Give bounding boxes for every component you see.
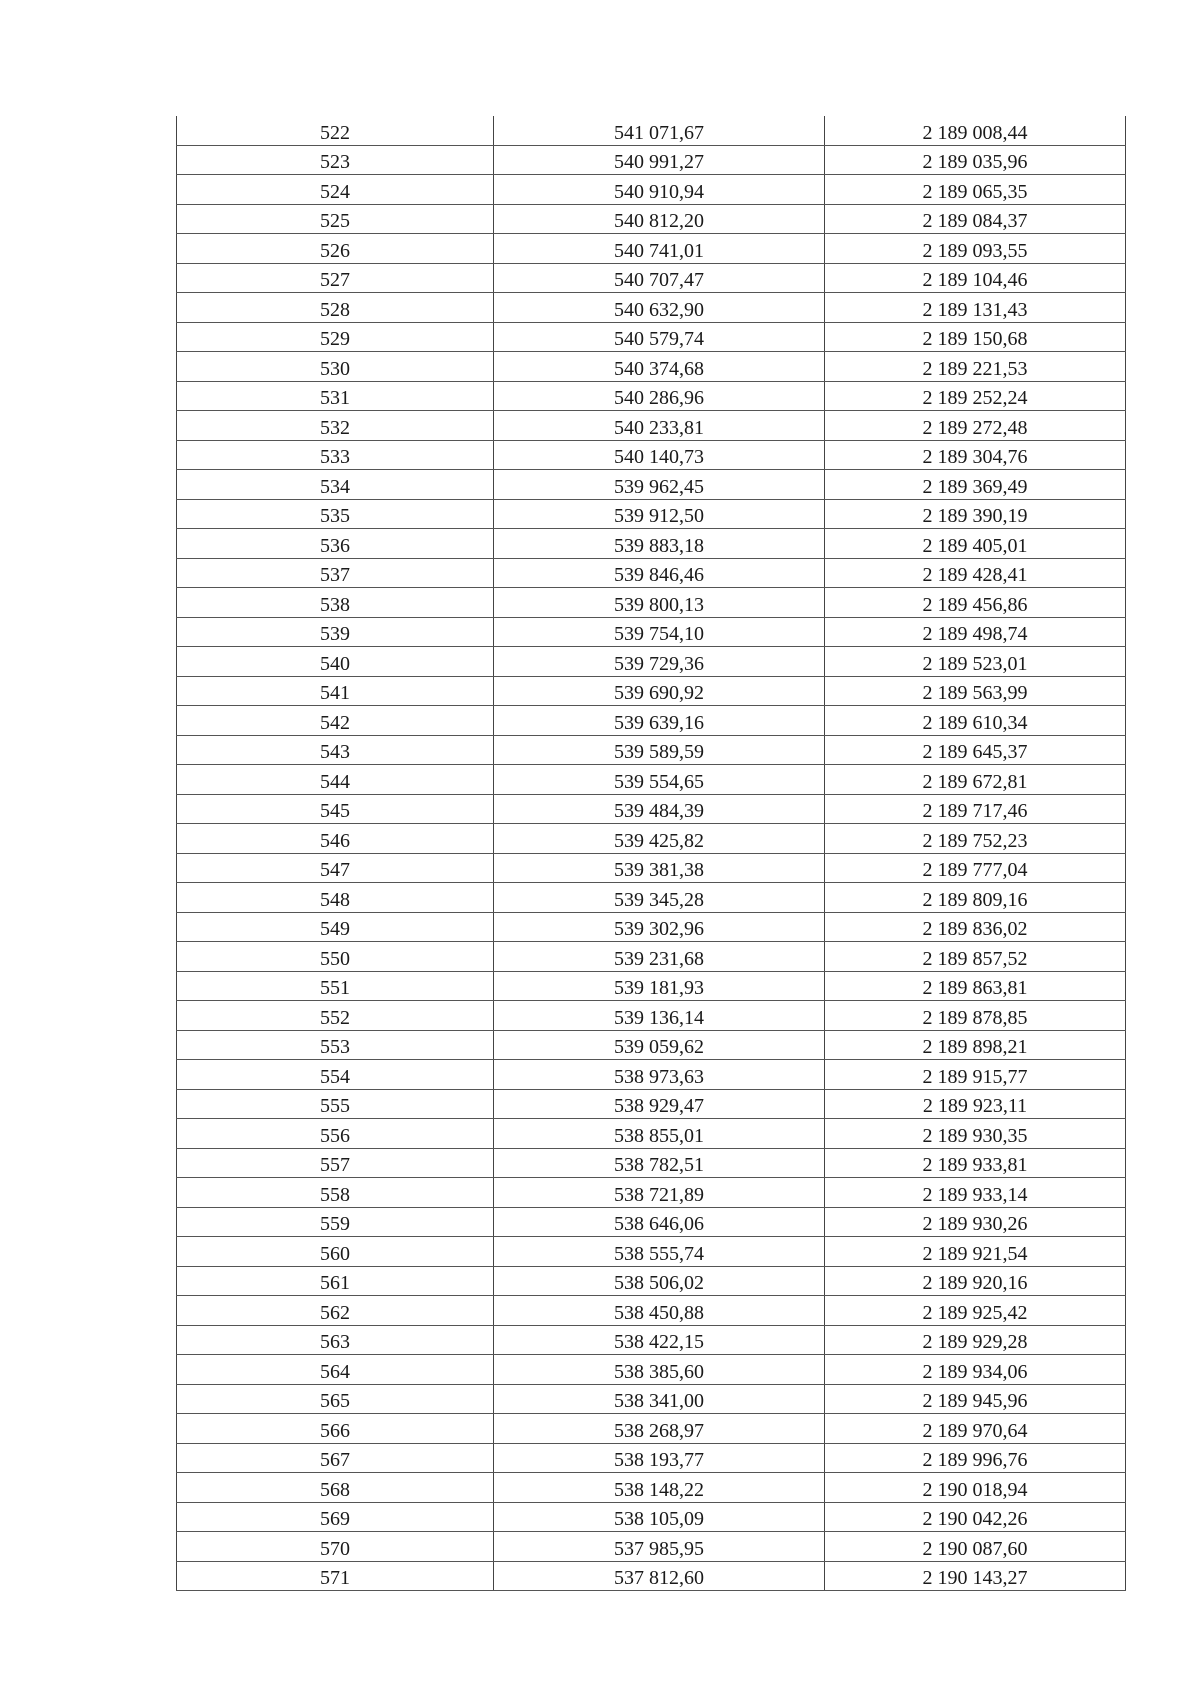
point-number-cell: 564 (177, 1355, 494, 1385)
point-number-cell: 550 (177, 942, 494, 972)
table-row (177, 263, 1126, 293)
y-coordinate-cell: 2 189 863,81 (825, 971, 1126, 1001)
y-coordinate-cell: 2 189 304,76 (825, 440, 1126, 470)
x-coordinate-cell: 540 707,47 (494, 263, 825, 293)
table-row (177, 735, 1126, 765)
point-number-cell: 522 (177, 116, 494, 145)
table-row (177, 1237, 1126, 1267)
x-coordinate-cell: 538 268,97 (494, 1414, 825, 1444)
x-coordinate-cell: 539 484,39 (494, 794, 825, 824)
point-number-cell: 561 (177, 1266, 494, 1296)
point-number-cell: 531 (177, 381, 494, 411)
y-coordinate-cell: 2 189 857,52 (825, 942, 1126, 972)
point-number-cell: 524 (177, 175, 494, 205)
x-coordinate-cell: 538 929,47 (494, 1089, 825, 1119)
point-number-cell: 559 (177, 1207, 494, 1237)
y-coordinate-cell: 2 189 920,16 (825, 1266, 1126, 1296)
y-coordinate-cell: 2 189 390,19 (825, 499, 1126, 529)
point-number-cell: 570 (177, 1532, 494, 1562)
x-coordinate-cell: 539 883,18 (494, 529, 825, 559)
point-number-cell: 566 (177, 1414, 494, 1444)
table-row (177, 1001, 1126, 1031)
table-row (177, 1296, 1126, 1326)
x-coordinate-cell: 539 345,28 (494, 883, 825, 913)
point-number-cell: 548 (177, 883, 494, 913)
point-number-cell: 525 (177, 204, 494, 234)
table-row (177, 352, 1126, 382)
x-coordinate-cell: 539 754,10 (494, 617, 825, 647)
table-row (177, 558, 1126, 588)
y-coordinate-cell: 2 190 143,27 (825, 1561, 1126, 1591)
table-row (177, 676, 1126, 706)
table-row (177, 1266, 1126, 1296)
point-number-cell: 562 (177, 1296, 494, 1326)
table-row (177, 234, 1126, 264)
point-number-cell: 523 (177, 145, 494, 175)
x-coordinate-cell: 539 912,50 (494, 499, 825, 529)
y-coordinate-cell: 2 189 104,46 (825, 263, 1126, 293)
table-row (177, 1443, 1126, 1473)
y-coordinate-cell: 2 189 809,16 (825, 883, 1126, 913)
point-number-cell: 528 (177, 293, 494, 323)
x-coordinate-cell: 538 855,01 (494, 1119, 825, 1149)
point-number-cell: 552 (177, 1001, 494, 1031)
y-coordinate-cell: 2 189 929,28 (825, 1325, 1126, 1355)
point-number-cell: 533 (177, 440, 494, 470)
point-number-cell: 529 (177, 322, 494, 352)
point-number-cell: 544 (177, 765, 494, 795)
x-coordinate-cell: 539 181,93 (494, 971, 825, 1001)
table-row (177, 1532, 1126, 1562)
y-coordinate-cell: 2 189 996,76 (825, 1443, 1126, 1473)
y-coordinate-cell: 2 189 008,44 (825, 116, 1126, 145)
y-coordinate-cell: 2 190 042,26 (825, 1502, 1126, 1532)
x-coordinate-cell: 538 646,06 (494, 1207, 825, 1237)
point-number-cell: 541 (177, 676, 494, 706)
y-coordinate-cell: 2 189 084,37 (825, 204, 1126, 234)
table-row (177, 1060, 1126, 1090)
y-coordinate-cell: 2 189 672,81 (825, 765, 1126, 795)
table-row (177, 411, 1126, 441)
y-coordinate-cell: 2 189 930,35 (825, 1119, 1126, 1149)
y-coordinate-cell: 2 189 523,01 (825, 647, 1126, 677)
point-number-cell: 547 (177, 853, 494, 883)
table-row (177, 765, 1126, 795)
x-coordinate-cell: 539 589,59 (494, 735, 825, 765)
x-coordinate-cell: 539 639,16 (494, 706, 825, 736)
table-row (177, 322, 1126, 352)
point-number-cell: 538 (177, 588, 494, 618)
x-coordinate-cell: 538 341,00 (494, 1384, 825, 1414)
table-row (177, 1030, 1126, 1060)
y-coordinate-cell: 2 189 898,21 (825, 1030, 1126, 1060)
x-coordinate-cell: 539 136,14 (494, 1001, 825, 1031)
y-coordinate-cell: 2 189 563,99 (825, 676, 1126, 706)
y-coordinate-cell: 2 189 933,14 (825, 1178, 1126, 1208)
y-coordinate-cell: 2 189 921,54 (825, 1237, 1126, 1267)
point-number-cell: 539 (177, 617, 494, 647)
point-number-cell: 536 (177, 529, 494, 559)
point-number-cell: 568 (177, 1473, 494, 1503)
y-coordinate-cell: 2 190 087,60 (825, 1532, 1126, 1562)
table-row (177, 883, 1126, 913)
table-row (177, 1561, 1126, 1591)
y-coordinate-cell: 2 189 150,68 (825, 322, 1126, 352)
point-number-cell: 542 (177, 706, 494, 736)
x-coordinate-cell: 539 059,62 (494, 1030, 825, 1060)
table-row (177, 1119, 1126, 1149)
y-coordinate-cell: 2 189 610,34 (825, 706, 1126, 736)
table-row (177, 1473, 1126, 1503)
table-row (177, 145, 1126, 175)
point-number-cell: 549 (177, 912, 494, 942)
x-coordinate-cell: 540 374,68 (494, 352, 825, 382)
table-row (177, 1178, 1126, 1208)
point-number-cell: 543 (177, 735, 494, 765)
table-row (177, 1207, 1126, 1237)
x-coordinate-cell: 539 425,82 (494, 824, 825, 854)
y-coordinate-cell: 2 189 970,64 (825, 1414, 1126, 1444)
x-coordinate-cell: 539 962,45 (494, 470, 825, 500)
x-coordinate-cell: 540 910,94 (494, 175, 825, 205)
x-coordinate-cell: 538 506,02 (494, 1266, 825, 1296)
coordinates-table (176, 116, 1126, 1591)
table-row (177, 794, 1126, 824)
point-number-cell: 526 (177, 234, 494, 264)
y-coordinate-cell: 2 189 915,77 (825, 1060, 1126, 1090)
x-coordinate-cell: 540 632,90 (494, 293, 825, 323)
table-row (177, 617, 1126, 647)
point-number-cell: 545 (177, 794, 494, 824)
y-coordinate-cell: 2 189 035,96 (825, 145, 1126, 175)
point-number-cell: 553 (177, 1030, 494, 1060)
point-number-cell: 556 (177, 1119, 494, 1149)
point-number-cell: 560 (177, 1237, 494, 1267)
x-coordinate-cell: 538 555,74 (494, 1237, 825, 1267)
x-coordinate-cell: 539 381,38 (494, 853, 825, 883)
table-row (177, 1148, 1126, 1178)
x-coordinate-cell: 540 812,20 (494, 204, 825, 234)
x-coordinate-cell: 540 233,81 (494, 411, 825, 441)
table-row (177, 942, 1126, 972)
point-number-cell: 555 (177, 1089, 494, 1119)
coordinates-table-body (177, 116, 1126, 1591)
y-coordinate-cell: 2 189 065,35 (825, 175, 1126, 205)
table-row (177, 440, 1126, 470)
table-row (177, 588, 1126, 618)
table-row (177, 293, 1126, 323)
y-coordinate-cell: 2 189 498,74 (825, 617, 1126, 647)
y-coordinate-cell: 2 189 752,23 (825, 824, 1126, 854)
x-coordinate-cell: 539 302,96 (494, 912, 825, 942)
point-number-cell: 551 (177, 971, 494, 1001)
y-coordinate-cell: 2 189 836,02 (825, 912, 1126, 942)
table-row (177, 470, 1126, 500)
y-coordinate-cell: 2 190 018,94 (825, 1473, 1126, 1503)
x-coordinate-cell: 539 800,13 (494, 588, 825, 618)
y-coordinate-cell: 2 189 930,26 (825, 1207, 1126, 1237)
table-row (177, 647, 1126, 677)
y-coordinate-cell: 2 189 925,42 (825, 1296, 1126, 1326)
point-number-cell: 569 (177, 1502, 494, 1532)
point-number-cell: 540 (177, 647, 494, 677)
x-coordinate-cell: 537 812,60 (494, 1561, 825, 1591)
x-coordinate-cell: 539 231,68 (494, 942, 825, 972)
x-coordinate-cell: 539 729,36 (494, 647, 825, 677)
table-row (177, 706, 1126, 736)
x-coordinate-cell: 538 193,77 (494, 1443, 825, 1473)
point-number-cell: 527 (177, 263, 494, 293)
point-number-cell: 571 (177, 1561, 494, 1591)
table-row (177, 824, 1126, 854)
table-row (177, 1355, 1126, 1385)
point-number-cell: 535 (177, 499, 494, 529)
point-number-cell: 530 (177, 352, 494, 382)
table-row (177, 381, 1126, 411)
y-coordinate-cell: 2 189 369,49 (825, 470, 1126, 500)
x-coordinate-cell: 538 148,22 (494, 1473, 825, 1503)
point-number-cell: 558 (177, 1178, 494, 1208)
x-coordinate-cell: 539 846,46 (494, 558, 825, 588)
y-coordinate-cell: 2 189 428,41 (825, 558, 1126, 588)
point-number-cell: 554 (177, 1060, 494, 1090)
x-coordinate-cell: 538 385,60 (494, 1355, 825, 1385)
x-coordinate-cell: 539 690,92 (494, 676, 825, 706)
x-coordinate-cell: 538 105,09 (494, 1502, 825, 1532)
point-number-cell: 537 (177, 558, 494, 588)
table-row (177, 912, 1126, 942)
table-row (177, 853, 1126, 883)
table-row (177, 1089, 1126, 1119)
y-coordinate-cell: 2 189 645,37 (825, 735, 1126, 765)
x-coordinate-cell: 540 579,74 (494, 322, 825, 352)
x-coordinate-cell: 540 286,96 (494, 381, 825, 411)
y-coordinate-cell: 2 189 878,85 (825, 1001, 1126, 1031)
y-coordinate-cell: 2 189 272,48 (825, 411, 1126, 441)
x-coordinate-cell: 538 721,89 (494, 1178, 825, 1208)
y-coordinate-cell: 2 189 252,24 (825, 381, 1126, 411)
x-coordinate-cell: 538 422,15 (494, 1325, 825, 1355)
table-row (177, 1414, 1126, 1444)
y-coordinate-cell: 2 189 405,01 (825, 529, 1126, 559)
x-coordinate-cell: 539 554,65 (494, 765, 825, 795)
y-coordinate-cell: 2 189 456,86 (825, 588, 1126, 618)
table-row (177, 1384, 1126, 1414)
point-number-cell: 557 (177, 1148, 494, 1178)
point-number-cell: 567 (177, 1443, 494, 1473)
y-coordinate-cell: 2 189 923,11 (825, 1089, 1126, 1119)
table-row (177, 175, 1126, 205)
table-row (177, 529, 1126, 559)
table-row (177, 204, 1126, 234)
y-coordinate-cell: 2 189 945,96 (825, 1384, 1126, 1414)
x-coordinate-cell: 538 450,88 (494, 1296, 825, 1326)
table-row (177, 1502, 1126, 1532)
point-number-cell: 565 (177, 1384, 494, 1414)
point-number-cell: 546 (177, 824, 494, 854)
x-coordinate-cell: 538 973,63 (494, 1060, 825, 1090)
point-number-cell: 563 (177, 1325, 494, 1355)
x-coordinate-cell: 540 741,01 (494, 234, 825, 264)
y-coordinate-cell: 2 189 933,81 (825, 1148, 1126, 1178)
x-coordinate-cell: 540 991,27 (494, 145, 825, 175)
point-number-cell: 534 (177, 470, 494, 500)
y-coordinate-cell: 2 189 131,43 (825, 293, 1126, 323)
table-row (177, 971, 1126, 1001)
y-coordinate-cell: 2 189 777,04 (825, 853, 1126, 883)
y-coordinate-cell: 2 189 934,06 (825, 1355, 1126, 1385)
y-coordinate-cell: 2 189 093,55 (825, 234, 1126, 264)
point-number-cell: 532 (177, 411, 494, 441)
x-coordinate-cell: 538 782,51 (494, 1148, 825, 1178)
table-row (177, 116, 1126, 145)
table-row (177, 499, 1126, 529)
table-row (177, 1325, 1126, 1355)
y-coordinate-cell: 2 189 221,53 (825, 352, 1126, 382)
y-coordinate-cell: 2 189 717,46 (825, 794, 1126, 824)
x-coordinate-cell: 537 985,95 (494, 1532, 825, 1562)
x-coordinate-cell: 541 071,67 (494, 116, 825, 145)
x-coordinate-cell: 540 140,73 (494, 440, 825, 470)
